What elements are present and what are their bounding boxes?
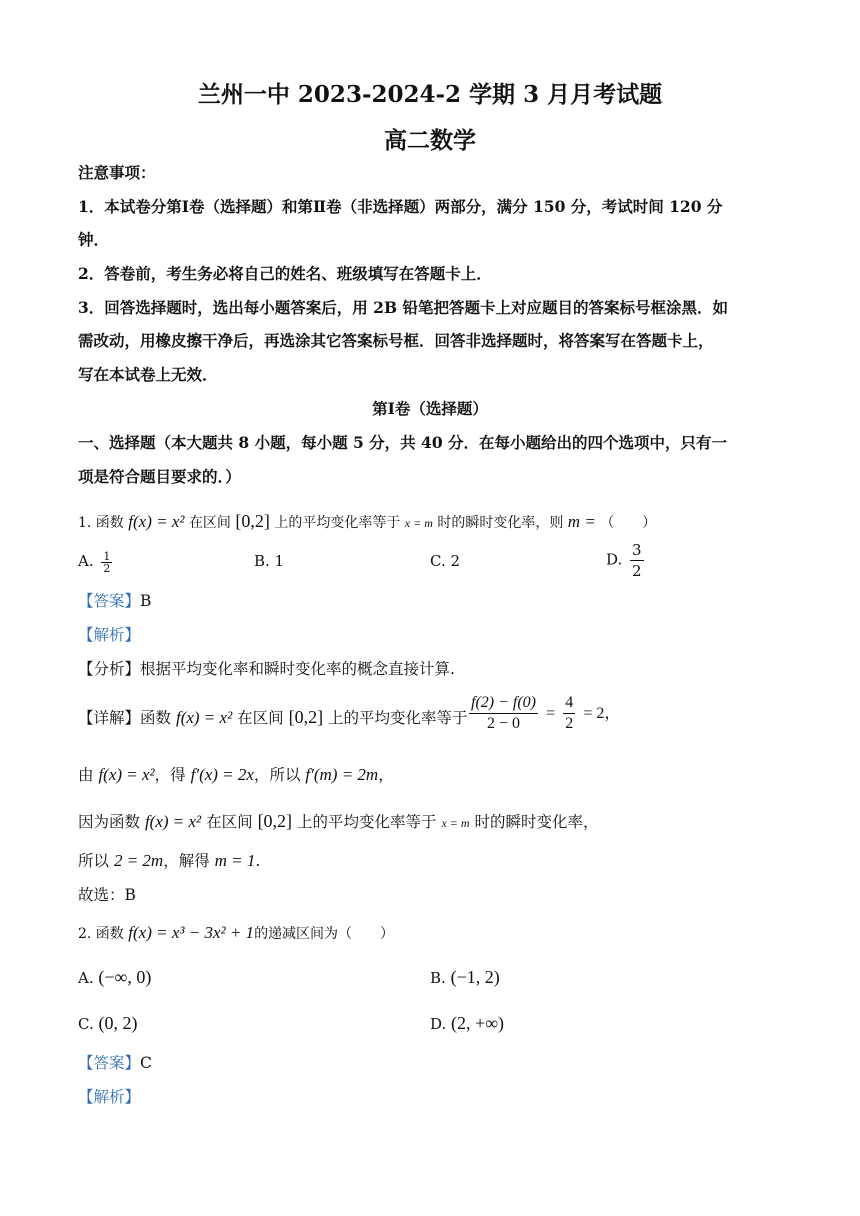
fraction bbox=[563, 693, 575, 734]
detail-text: 在区间 bbox=[206, 813, 253, 831]
part1-heading: 第Ⅰ卷（选择题） bbox=[372, 399, 488, 418]
q2-option-b bbox=[430, 966, 500, 989]
option-value: (0, 2) bbox=[98, 1013, 138, 1033]
option-label: A. bbox=[78, 552, 94, 570]
q1-interval: [0,2] bbox=[235, 511, 270, 531]
detail-text: 在区间 bbox=[237, 709, 284, 727]
q1-function: f(x) = x² bbox=[128, 512, 185, 531]
denominator: 2 bbox=[565, 715, 574, 732]
detail-math: 2 = 2m bbox=[113, 851, 164, 870]
detail-text: 时的瞬时变化率， bbox=[474, 813, 599, 831]
detail-tail: = 2， bbox=[583, 705, 621, 722]
option-label: D. bbox=[606, 550, 623, 569]
detail-math: [0,2] bbox=[257, 811, 293, 831]
q1-paren: （ ） bbox=[600, 515, 657, 531]
detail-text: ，解得 bbox=[163, 852, 210, 870]
fraction bbox=[630, 540, 644, 581]
answer-tag: 【答案】 bbox=[78, 1054, 141, 1072]
q2-option-a bbox=[78, 966, 151, 989]
detail-text: 所以 bbox=[78, 852, 110, 870]
detail-text: 上的平均变化率等于 bbox=[328, 709, 468, 727]
option-value: (−∞, 0) bbox=[98, 967, 152, 987]
fenxi-text: 根据平均变化率和瞬时变化率的概念直接计算. bbox=[140, 660, 455, 678]
option-label: D. bbox=[430, 1015, 447, 1033]
q1-option-c: C. 2 bbox=[430, 552, 461, 570]
detail-text: ，得 bbox=[154, 766, 186, 784]
exam-title: 兰州一中 2023-2024-2 学期 3 月月考试题 bbox=[197, 81, 663, 108]
fraction bbox=[101, 551, 112, 574]
option-label: C. bbox=[78, 1015, 94, 1033]
numerator: 1 bbox=[103, 549, 111, 563]
q1-text: 上的平均变化率等于 bbox=[274, 515, 401, 531]
notice-item-1-cont: 钟． bbox=[78, 230, 110, 249]
denominator: 2 bbox=[103, 561, 111, 575]
detail-text: ，所以 bbox=[253, 766, 301, 784]
question-1 bbox=[78, 510, 788, 534]
q1-detail-fraction bbox=[466, 693, 620, 734]
option-value: (2, +∞) bbox=[451, 1013, 505, 1033]
notice-item-1: 1．本试卷分第Ⅰ卷（选择题）和第Ⅱ卷（非选择题）两部分，满分 150 分，考试时间 120 分 bbox=[78, 197, 723, 216]
q1-option-a bbox=[78, 550, 115, 574]
answer-value: C bbox=[140, 1054, 152, 1072]
q2-text: 的递减区间为（ ） bbox=[254, 926, 395, 942]
detail-text: 因为函数 bbox=[78, 813, 141, 831]
numerator: 4 bbox=[563, 693, 575, 714]
option-label: B. bbox=[430, 969, 446, 987]
detail-text: 由 bbox=[78, 766, 94, 784]
detail-text: ， bbox=[378, 766, 394, 784]
notice-heading: 注意事项： bbox=[78, 163, 156, 182]
denominator: 2 bbox=[632, 562, 642, 580]
detail-tag: 【详解】 bbox=[78, 709, 141, 727]
q2-option-d bbox=[430, 1012, 504, 1035]
detail-math: m = 1 bbox=[214, 851, 256, 870]
q1-answer bbox=[78, 590, 788, 612]
detail-math: [0,2] bbox=[288, 707, 324, 727]
fenxi-tag: 【分析】 bbox=[78, 660, 141, 678]
question-2 bbox=[78, 922, 788, 945]
numerator: f(2) − f(0) bbox=[469, 693, 538, 714]
detail-math: f′(m) = 2m bbox=[305, 765, 379, 784]
denominator: 2 − 0 bbox=[486, 715, 521, 732]
detail-text: . bbox=[255, 852, 261, 870]
q1-detail-line-4 bbox=[78, 850, 788, 872]
exam-subtitle: 高二数学 bbox=[384, 127, 476, 154]
q1-option-d bbox=[606, 540, 647, 581]
detail-text: 上的平均变化率等于 bbox=[297, 813, 437, 831]
q1-text: 时的瞬时变化率，则 bbox=[437, 515, 564, 531]
q2-analysis-tag: 【解析】 bbox=[78, 1088, 141, 1106]
detail-math: f(x) = x² bbox=[175, 708, 233, 727]
q1-detail-line-3 bbox=[78, 810, 788, 834]
detail-math: x = m bbox=[441, 816, 470, 830]
numerator: 3 bbox=[632, 541, 642, 559]
q1-analysis-tag: 【解析】 bbox=[78, 626, 141, 644]
q2-option-c bbox=[78, 1012, 138, 1035]
notice-item-3: 3．回答选择题时，选出每小题答案后，用 2B 铅笔把答题卡上对应题目的答案标号框涂黑．如 bbox=[78, 298, 728, 317]
option-value: (−1, 2) bbox=[450, 967, 500, 987]
fraction bbox=[469, 693, 538, 734]
notice-item-2: 2．答卷前，考生务必将自己的姓名、班级填写在答题卡上． bbox=[78, 264, 492, 283]
q1-text: 在区间 bbox=[188, 515, 231, 531]
section-heading: 一、选择题（本大题共 8 小题，每小题 5 分，共 40 分．在每小题给出的四个选项中，只有一 bbox=[78, 433, 728, 452]
q1-detail-line-1 bbox=[78, 706, 788, 729]
notice-item-3-cont2: 写在本试卷上无效． bbox=[78, 365, 218, 384]
q1-xm: x = m bbox=[404, 516, 433, 530]
detail-math: f(x) = x² bbox=[98, 765, 155, 784]
detail-text: 函数 bbox=[140, 709, 172, 727]
q1-m: m = bbox=[567, 512, 596, 531]
detail-math: f′(x) = 2x bbox=[190, 765, 254, 784]
q2-function: f(x) = x³ − 3x² + 1 bbox=[128, 923, 255, 942]
q2-number: 2. 函数 bbox=[78, 926, 124, 942]
equals: = bbox=[546, 705, 556, 722]
section-heading-cont: 项是符合题目要求的．） bbox=[78, 467, 241, 486]
q2-answer bbox=[78, 1052, 788, 1074]
q1-choice: 故选：B bbox=[78, 886, 136, 904]
notice-item-3-cont: 需改动，用橡皮擦干净后，再选涂其它答案标号框．回答非选择题时，将答案写在答题卡上， bbox=[78, 331, 714, 350]
q1-option-b: B. 1 bbox=[254, 552, 285, 570]
q1-detail-line-2 bbox=[78, 764, 788, 786]
q1-fenxi bbox=[78, 658, 788, 680]
option-label: A. bbox=[78, 969, 94, 987]
detail-math: f(x) = x² bbox=[144, 812, 202, 831]
answer-value: B bbox=[140, 592, 152, 610]
q1-number: 1. 函数 bbox=[78, 515, 124, 531]
answer-tag: 【答案】 bbox=[78, 592, 141, 610]
